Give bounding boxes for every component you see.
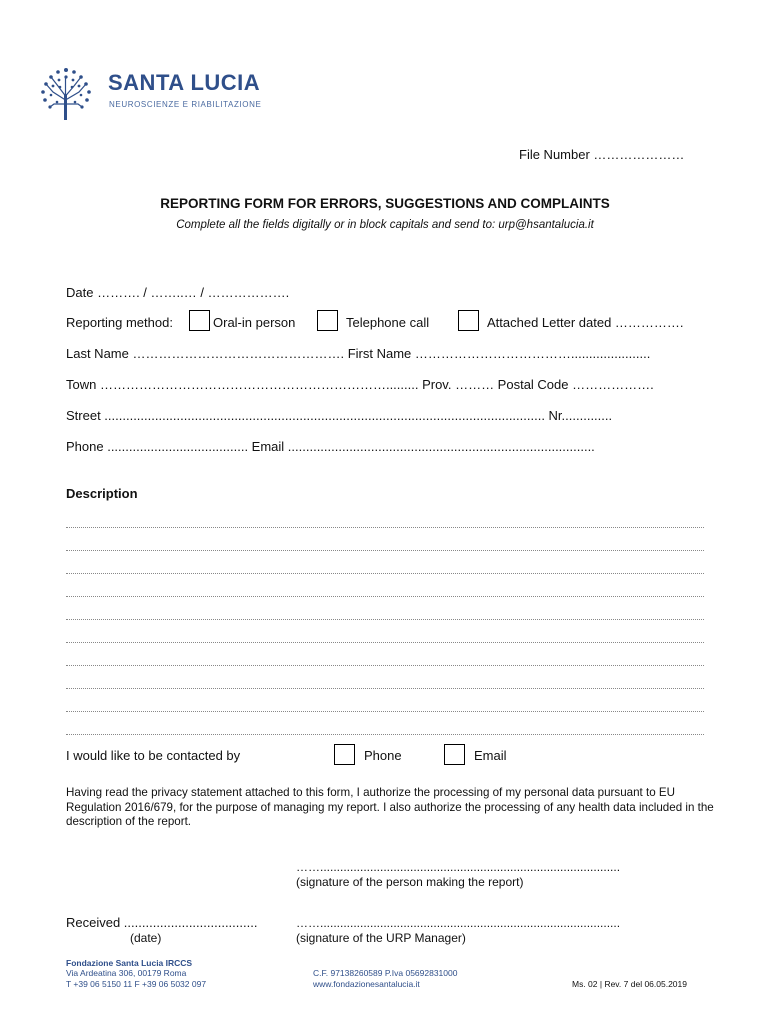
signature-caption: (signature of the person making the report) <box>296 875 524 889</box>
manager-signature-line[interactable]: …….......................................................................................... <box>296 916 621 930</box>
description-line <box>66 734 704 735</box>
description-line <box>66 573 704 574</box>
letter-option-label[interactable]: Attached Letter dated ……………. <box>487 315 684 330</box>
oral-option-label: Oral-in person <box>213 315 296 330</box>
footer-org <box>66 958 192 969</box>
file-number[interactable]: File Number ………………… <box>519 147 685 162</box>
form-subtitle: Complete all the fields digitally or in block capitals and send to: urp@hsantalucia.it <box>176 219 594 231</box>
contact-label: I would like to be contacted by <box>66 748 241 763</box>
letter-checkbox[interactable] <box>458 310 479 331</box>
description-line <box>66 596 704 597</box>
description-line <box>66 642 704 643</box>
date-field[interactable]: Date ………. / ……..… / ………………. <box>66 285 290 300</box>
footer-tax: C.F. 97138260589 P.Iva 05692831000 <box>313 968 458 978</box>
description-line <box>66 527 704 528</box>
street-field[interactable]: Street .......................................................................................................................... Nr.............. <box>66 408 613 423</box>
description-line <box>66 688 704 689</box>
description-line <box>66 665 704 666</box>
contact-email-label: Email <box>474 748 507 763</box>
telephone-option-label: Telephone call <box>346 315 430 330</box>
footer-phones: T +39 06 5150 11 F +39 06 5032 097 <box>66 979 207 989</box>
reporting-method-label: Reporting method: <box>66 315 173 330</box>
received-field[interactable]: Received ..................................... <box>66 915 258 930</box>
received-date-caption: (date) <box>130 931 162 945</box>
footer-address: Via Ardeatina 306, 00179 Roma <box>66 968 187 978</box>
footer-website[interactable]: www.fondazionesantalucia.it <box>313 979 420 989</box>
description-line <box>66 711 704 712</box>
description-line <box>66 550 704 551</box>
telephone-checkbox[interactable] <box>317 310 338 331</box>
manager-signature-caption: (signature of the URP Manager) <box>296 931 466 945</box>
signature-line[interactable]: …….......................................................................................... <box>296 860 621 874</box>
brand-name: SANTA LUCIA <box>108 70 261 95</box>
privacy-statement: Having read the privacy statement attached to this form, I authorize the processing of my personal data pursuant to EU Regulation 2016/679, for the purpose of managing my report. I also authorize the processing of any health data included in the description of the report. <box>66 786 714 828</box>
tree-icon <box>38 64 94 122</box>
footer-revision: Ms. 02 | Rev. 7 del 06.05.2019 <box>572 979 687 989</box>
contact-phone-label: Phone <box>364 748 402 763</box>
oral-checkbox[interactable] <box>189 310 210 331</box>
contact-email-checkbox[interactable] <box>444 744 465 765</box>
form-title: REPORTING FORM FOR ERRORS, SUGGESTIONS AND COMPLAINTS <box>160 196 610 211</box>
description-line <box>66 619 704 620</box>
brand-tagline: NEUROSCIENZE E RIABILITAZIONE <box>109 100 262 109</box>
name-field[interactable]: Last Name …………………………………………. First Name ………………………………...................... <box>66 346 651 361</box>
phone-email-field[interactable]: Phone ....................................... Email ..................................................................................... <box>66 439 595 454</box>
contact-phone-checkbox[interactable] <box>334 744 355 765</box>
town-field[interactable]: Town …………………………………………………………......... Prov. ……… Postal Code ………………. <box>66 377 654 392</box>
description-label: Description <box>66 486 138 501</box>
footer-org-name: Fondazione Santa Lucia IRCCS <box>66 958 193 968</box>
